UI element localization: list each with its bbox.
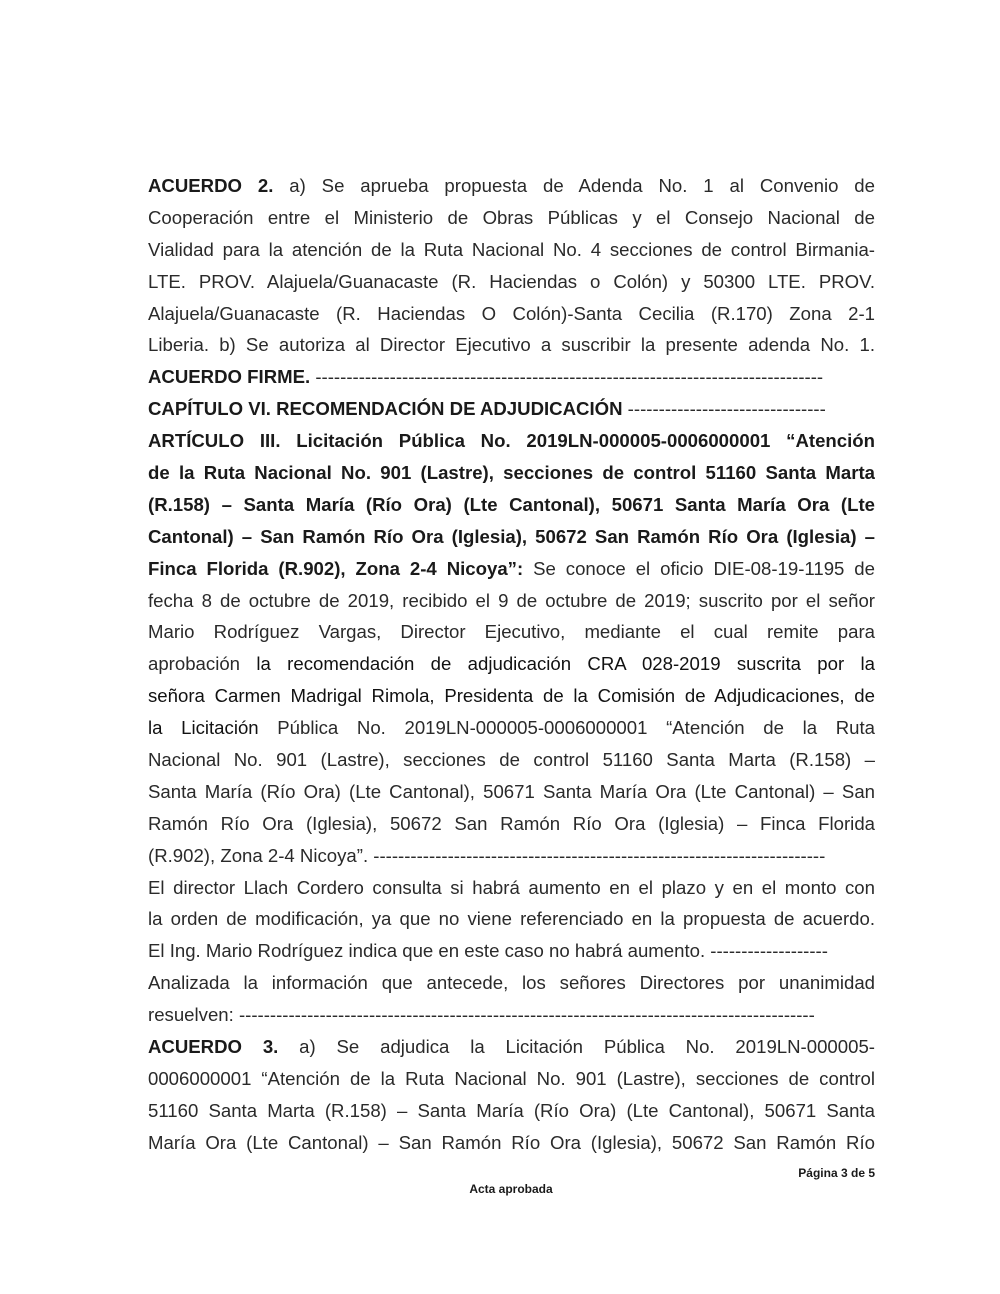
text-segment: Liberia. b) Se autoriza al Director Ejecutivo a suscribir la presente adenda No. 1.: [148, 334, 875, 356]
text-line: [148, 329, 875, 361]
text-line: [148, 425, 875, 457]
bold-text-segment: de la Ruta Nacional No. 901 (Lastre), secciones de control 51160 Santa Marta: [148, 462, 875, 484]
acta-status-label: Acta aprobada: [469, 1182, 553, 1196]
text-line: [148, 489, 875, 521]
text-segment: a) Se adjudica la Licitación Pública No. 2019LN-000005-: [278, 1036, 875, 1058]
text-segment: Ramón Río Ora (Iglesia), 50672 San Ramón Río Ora (Iglesia) – Finca Florida: [148, 812, 875, 834]
text-segment: la orden de modificación, ya que no viene referenciado en la propuesta de acuerdo.: [148, 908, 875, 930]
text-segment: ----------------------------------------------------------------------------------: [310, 366, 824, 388]
text-segment: (R.902), Zona 2-4 Nicoya”. -------------------------------------------------------------------------: [148, 844, 826, 866]
text-line: [148, 393, 875, 425]
text-segment: Mario Rodríguez Vargas, Director Ejecutivo, mediante el cual remite para: [148, 621, 875, 643]
text-segment: Cooperación entre el Ministerio de Obras Públicas y el Consejo Nacional de: [148, 206, 875, 228]
text-segment: El Ing. Mario Rodríguez indica que en este caso no habrá aumento. -------------------: [148, 940, 828, 962]
text-segment: LTE. PROV. Alajuela/Guanacaste (R. Haciendas o Colón) y 50300 LTE. PROV.: [148, 270, 875, 292]
document-body: [148, 170, 875, 1159]
text-line: [148, 648, 875, 680]
bold-text-segment: ACUERDO 3.: [148, 1036, 279, 1058]
text-line: [148, 1031, 875, 1063]
text-segment: El director Llach Cordero consulta si habrá aumento en el plazo y en el monto con: [148, 876, 875, 898]
bold-text-segment: Finca Florida (R.902), Zona 2-4 Nicoya”:: [148, 557, 524, 579]
text-line: [148, 872, 875, 904]
text-segment: --------------------------------: [622, 398, 826, 420]
text-segment: la Licitación: [148, 717, 259, 739]
text-segment: resuelven: ---------------------------------------------------------------------------------------------: [148, 1004, 815, 1026]
text-segment: Pública No. 2019LN-000005-0006000001 “Atención de la Ruta: [258, 717, 875, 739]
text-line: [148, 903, 875, 935]
bold-text-segment: CAPÍTULO VI. RECOMENDACIÓN DE ADJUDICACIÓN: [148, 398, 623, 420]
text-segment: aprobación: [148, 653, 257, 675]
text-line: [148, 585, 875, 617]
text-line: [148, 680, 875, 712]
bold-text-segment: ARTÍCULO III. Licitación Pública No. 2019LN-000005-0006000001 “Atención: [148, 430, 875, 452]
text-segment: a) Se aprueba propuesta de Adenda No. 1 al Convenio de: [273, 175, 875, 196]
text-segment: 51160 Santa Marta (R.158) – Santa María (Río Ora) (Lte Cantonal), 50671 Santa: [148, 1099, 875, 1121]
bold-text-segment: ACUERDO FIRME.: [148, 366, 311, 388]
text-line: [148, 808, 875, 840]
text-line: [148, 712, 875, 744]
text-line: [148, 776, 875, 808]
text-segment: María Ora (Lte Cantonal) – San Ramón Río Ora (Iglesia), 50672 San Ramón Río: [148, 1131, 875, 1153]
text-segment: Se conoce el oficio DIE-08-19-1195 de: [523, 557, 875, 579]
text-segment: Alajuela/Guanacaste (R. Haciendas O Colón)-Santa Cecilia (R.170) Zona 2-1: [148, 302, 875, 324]
text-line: [148, 202, 875, 234]
text-line: [148, 999, 875, 1031]
text-segment: Vialidad para la atención de la Ruta Nacional No. 4 secciones de control Birmania-: [148, 238, 875, 260]
text-line: [148, 234, 875, 266]
text-line: [148, 1127, 875, 1159]
text-line: [148, 457, 875, 489]
text-line: [148, 266, 875, 298]
text-line: [148, 967, 875, 999]
text-segment: Analizada la información que antecede, los señores Directores por unanimidad: [148, 972, 875, 994]
bold-text-segment: ACUERDO 2.: [148, 175, 274, 196]
text-line: [148, 616, 875, 648]
text-line: [148, 170, 875, 202]
text-line: [148, 840, 875, 872]
text-line: [148, 361, 875, 393]
text-line: [148, 553, 875, 585]
text-segment: la recomendación de adjudicación CRA 028-2019 suscrita por la: [256, 653, 875, 675]
bold-text-segment: (R.158) – Santa María (Río Ora) (Lte Cantonal), 50671 Santa María Ora (Lte: [148, 493, 875, 515]
text-segment: 0006000001 “Atención de la Ruta Nacional No. 901 (Lastre), secciones de control: [148, 1067, 875, 1089]
text-segment: Nacional No. 901 (Lastre), secciones de control 51160 Santa Marta (R.158) –: [148, 749, 875, 771]
text-line: [148, 1063, 875, 1095]
text-segment: fecha 8 de octubre de 2019, recibido el 9 de octubre de 2019; suscrito por el señor: [148, 589, 875, 611]
bold-text-segment: Cantonal) – San Ramón Río Ora (Iglesia), 50672 San Ramón Río Ora (Iglesia) –: [148, 525, 875, 547]
text-line: [148, 935, 875, 967]
text-segment: señora Carmen Madrigal Rimola, Presidenta de la Comisión de Adjudicaciones, de: [148, 685, 875, 707]
text-segment: Santa María (Río Ora) (Lte Cantonal), 50671 Santa María Ora (Lte Cantonal) – San: [148, 780, 875, 802]
page-number: Página 3 de 5: [798, 1166, 875, 1180]
text-line: [148, 744, 875, 776]
text-line: [148, 298, 875, 330]
text-line: [148, 521, 875, 553]
text-line: [148, 1095, 875, 1127]
